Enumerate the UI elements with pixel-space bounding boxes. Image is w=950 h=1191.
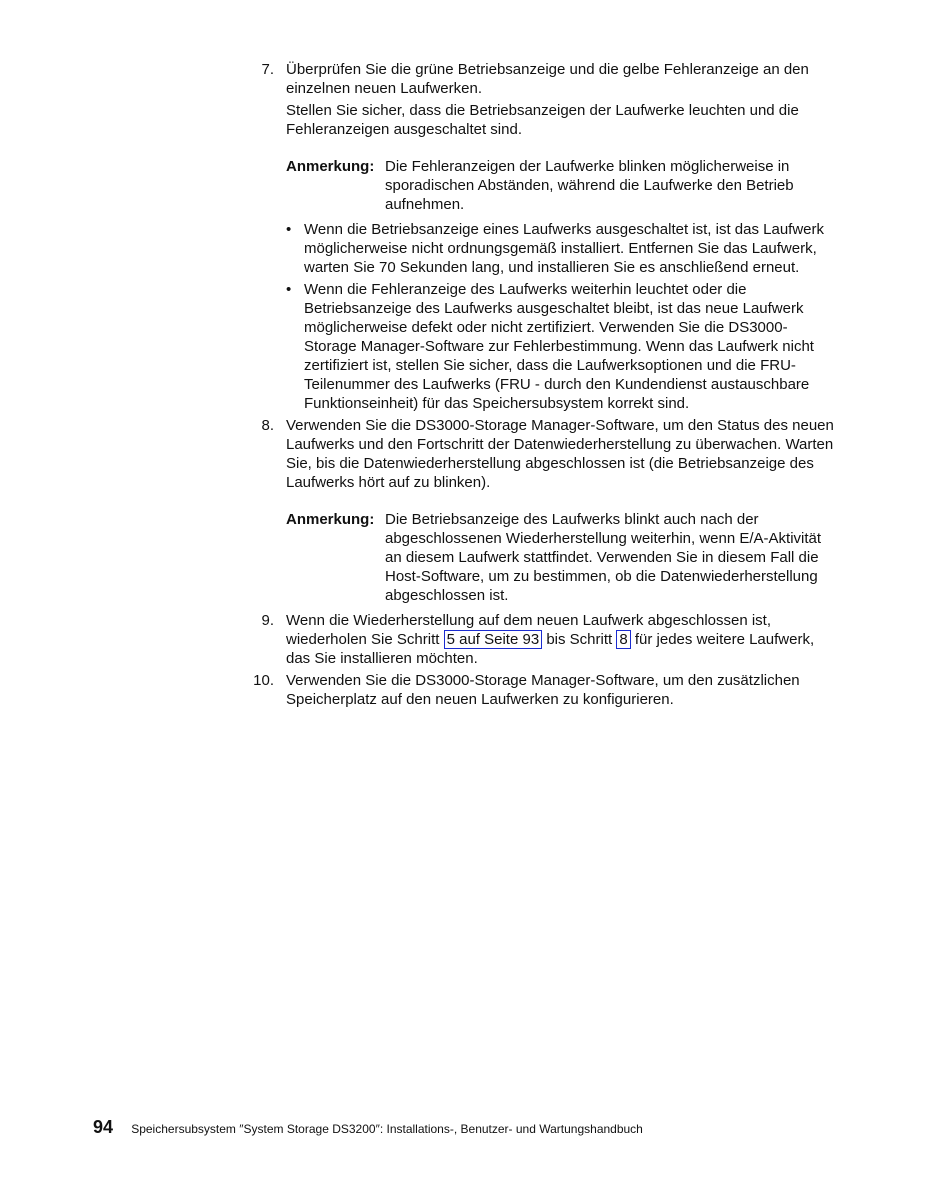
step-number: 7.: [261, 61, 274, 78]
step-text-segment: bis Schritt: [542, 631, 617, 648]
note-block: [286, 157, 840, 214]
cross-reference-link[interactable]: 5 auf Seite 93: [444, 630, 543, 649]
step-text: Verwenden Sie die DS3000-Storage Manager-Software, um den zusätzlichen Speicherplatz auf den neuen Laufwerken zu konfigurieren.: [286, 672, 800, 708]
step-7: [250, 60, 840, 413]
bullet-list: [286, 220, 840, 413]
note-block: [286, 510, 840, 605]
step-9: [250, 611, 840, 668]
step-number: 8.: [261, 417, 274, 434]
document-body: [250, 60, 840, 712]
step-text: Stellen Sie sicher, dass die Betriebsanzeigen der Laufwerke leuchten und die Fehleranzeigen ausgeschaltet sind.: [286, 102, 799, 138]
note-text: Die Betriebsanzeige des Laufwerks blinkt auch nach der abgeschlossenen Wiederherstellung weiterhin, wenn E/A-Aktivität an diesem Laufwerk stattfindet. Verwenden Sie in diesem Fall die Host-Software, um zu bestimmen, ob die Datenwiederherstellung abgeschlossen ist.: [385, 511, 822, 604]
list-item: • Wenn die Betriebsanzeige eines Laufwerks ausgeschaltet ist, ist das Laufwerk möglicherweise nicht ordnungsgemäß installiert. Entfernen Sie das Laufwerk, warten Sie 70 Sekunden lang, und installieren Sie es anschließend erneut.: [286, 220, 840, 277]
step-10: [250, 671, 840, 709]
step-text: [286, 611, 840, 668]
step-text: Überprüfen Sie die grüne Betriebsanzeige und die gelbe Fehleranzeige an den einzelnen neuen Laufwerken.: [286, 61, 809, 97]
step-text: Verwenden Sie die DS3000-Storage Manager-Software, um den Status des neuen Laufwerks und den Fortschritt der Datenwiederherstellung zu überwachen. Warten Sie, bis die Datenwiederherstellung abgeschlossen ist (die Betriebsanzeige des Laufwerks hört auf zu blinken).: [286, 417, 834, 491]
page-number: 94: [93, 1117, 114, 1137]
note-label: Anmerkung:: [286, 158, 375, 175]
cross-reference-link[interactable]: 8: [616, 630, 630, 649]
footer-title: Speichersubsystem ″System Storage DS3200″: Installations-, Benutzer- und Wartungshandbuch: [131, 1122, 643, 1136]
step-text-segment: Wenn die Wiederherstellung auf dem neuen Laufwerk abgeschlossen ist, wiederholen Sie Schritt: [286, 612, 772, 648]
page-footer: [93, 1118, 643, 1139]
note-text: Die Fehleranzeigen der Laufwerke blinken möglicherweise in sporadischen Abständen, während die Laufwerke den Betrieb aufnehmen.: [385, 158, 794, 213]
step-number: 9.: [261, 612, 274, 629]
step-8: [250, 416, 840, 605]
note-label: Anmerkung:: [286, 511, 375, 528]
list-item: • Wenn die Fehleranzeige des Laufwerks weiterhin leuchtet oder die Betriebsanzeige des Laufwerks ausgeschaltet bleibt, ist das neue Laufwerk möglicherweise defekt oder nicht zertifiziert. Verwenden Sie die DS3000-Storage Manager-Software zur Fehlerbestimmung. Wenn das Laufwerk nicht zertifiziert ist, stellen Sie sicher, dass die Laufwerksoptionen und die FRU-Teilenummer des Laufwerks (FRU - durch den Kundendienst austauschbare Funktionseinheit) für das Speichersubsystem korrekt sind.: [286, 280, 840, 413]
step-number: 10.: [253, 672, 274, 689]
step-text-segment: für jedes weitere Laufwerk, das Sie installieren möchten.: [286, 631, 815, 667]
